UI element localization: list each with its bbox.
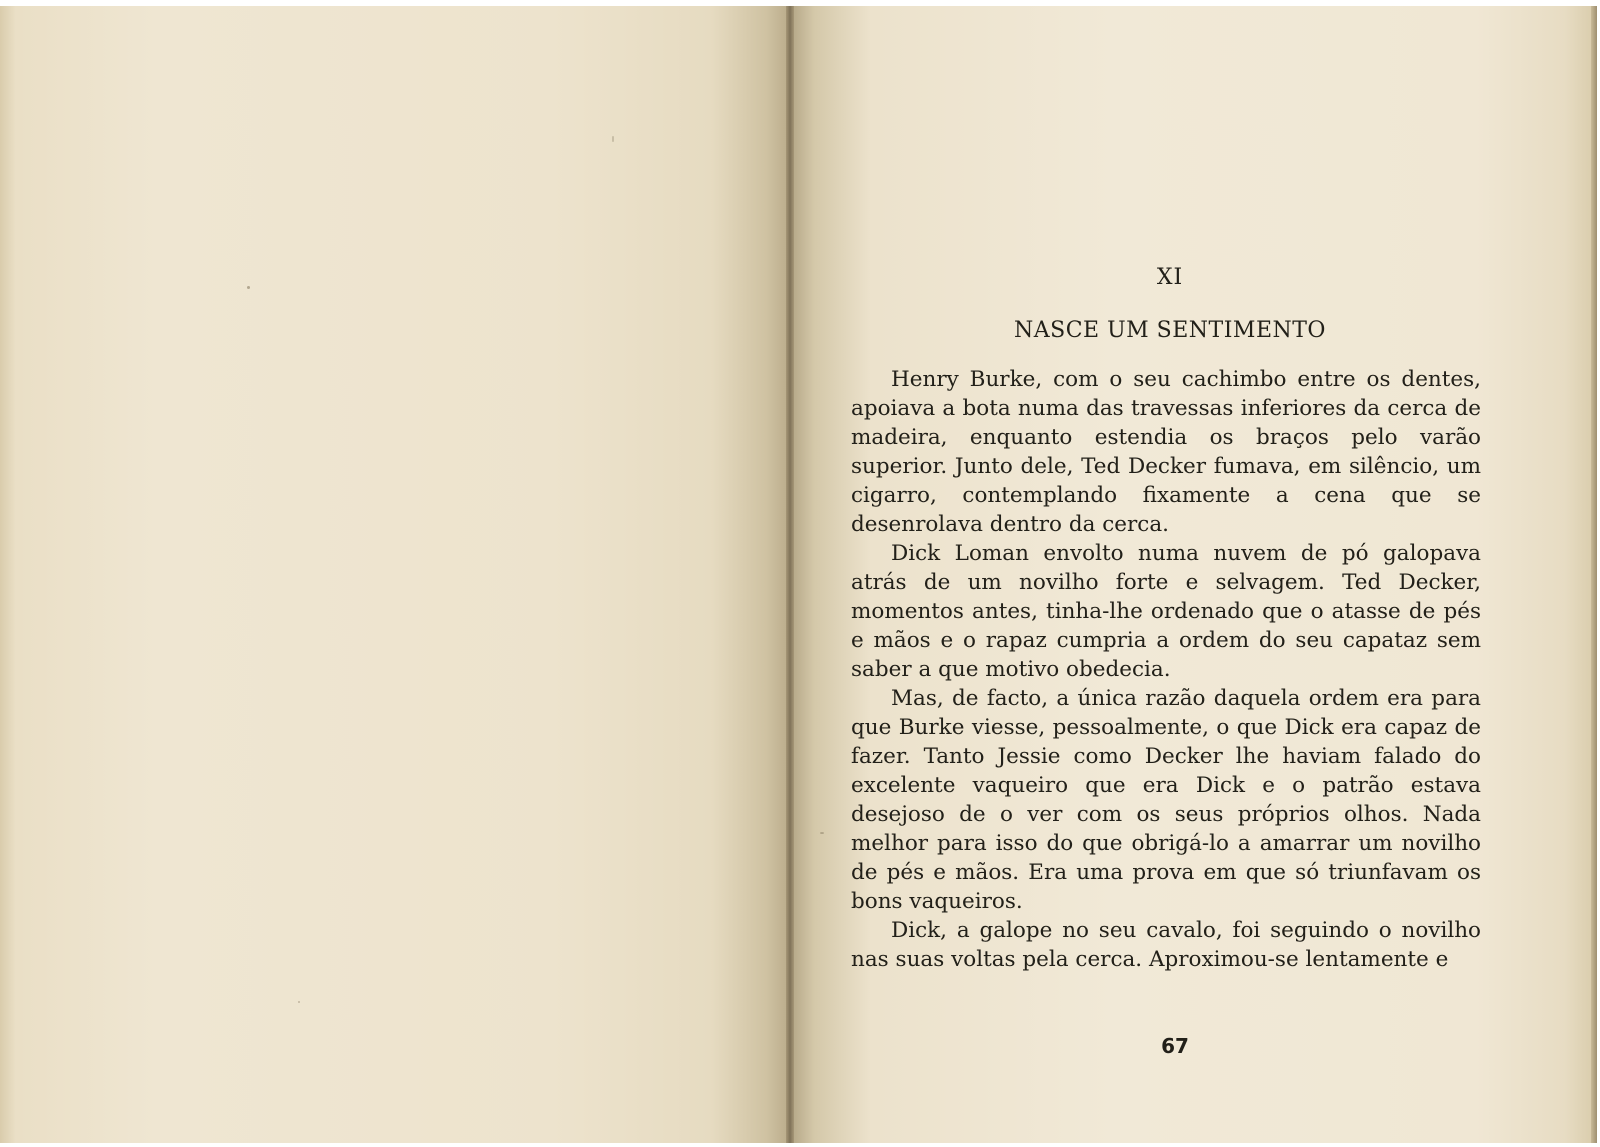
page-number: 67: [1161, 1034, 1189, 1058]
paper-speck: [612, 136, 614, 142]
paper-speck: [298, 1001, 300, 1003]
left-page-blank: [0, 6, 790, 1143]
body-paragraph: Dick, a galope no seu cavalo, foi seguindo o novilho nas suas voltas pela cerca. Aproximou-se lentamente e: [851, 918, 1481, 972]
book-gutter: [786, 6, 794, 1143]
paper-speck: [247, 286, 250, 289]
page-content: [851, 265, 1481, 974]
chapter-number: XI: [1156, 265, 1184, 290]
body-paragraph: Mas, de facto, a única razão daquela ordem era para que Burke viesse, pessoalmente, o que Dick era capaz de fazer. Tanto Jessie como Decker lhe haviam falado do excelente vaqueiro que era Dick e o patrão estava desejoso de o ver com os seus próprios olhos. Nada melhor para isso do que obrigá-lo a amarrar um novilho de pés e mãos. Era uma prova em que só triunfavam os bons vaqueiros.: [851, 686, 1481, 914]
body-paragraph: Dick Loman envolto numa nuvem de pó galopava atrás de um novilho forte e selvagem. Ted Decker, momentos antes, tinha-lhe ordenado que o atasse de pés e mãos e o rapaz cumpria a ordem do seu capataz sem saber a que motivo obedecia.: [851, 541, 1481, 682]
paper-speck: [820, 832, 824, 834]
page-edge: [1591, 6, 1597, 1143]
chapter-title: NASCE UM SENTIMENTO: [1014, 318, 1326, 343]
body-paragraph: Henry Burke, com o seu cachimbo entre os dentes, apoiava a bota numa das travessas inferiores da cerca de madeira, enquanto estendia os braços pelo varão superior. Junto dele, Ted Decker fumava, em silêncio, um cigarro, contemplando fixamente a cena que se desenrolava dentro da cerca.: [851, 367, 1481, 537]
